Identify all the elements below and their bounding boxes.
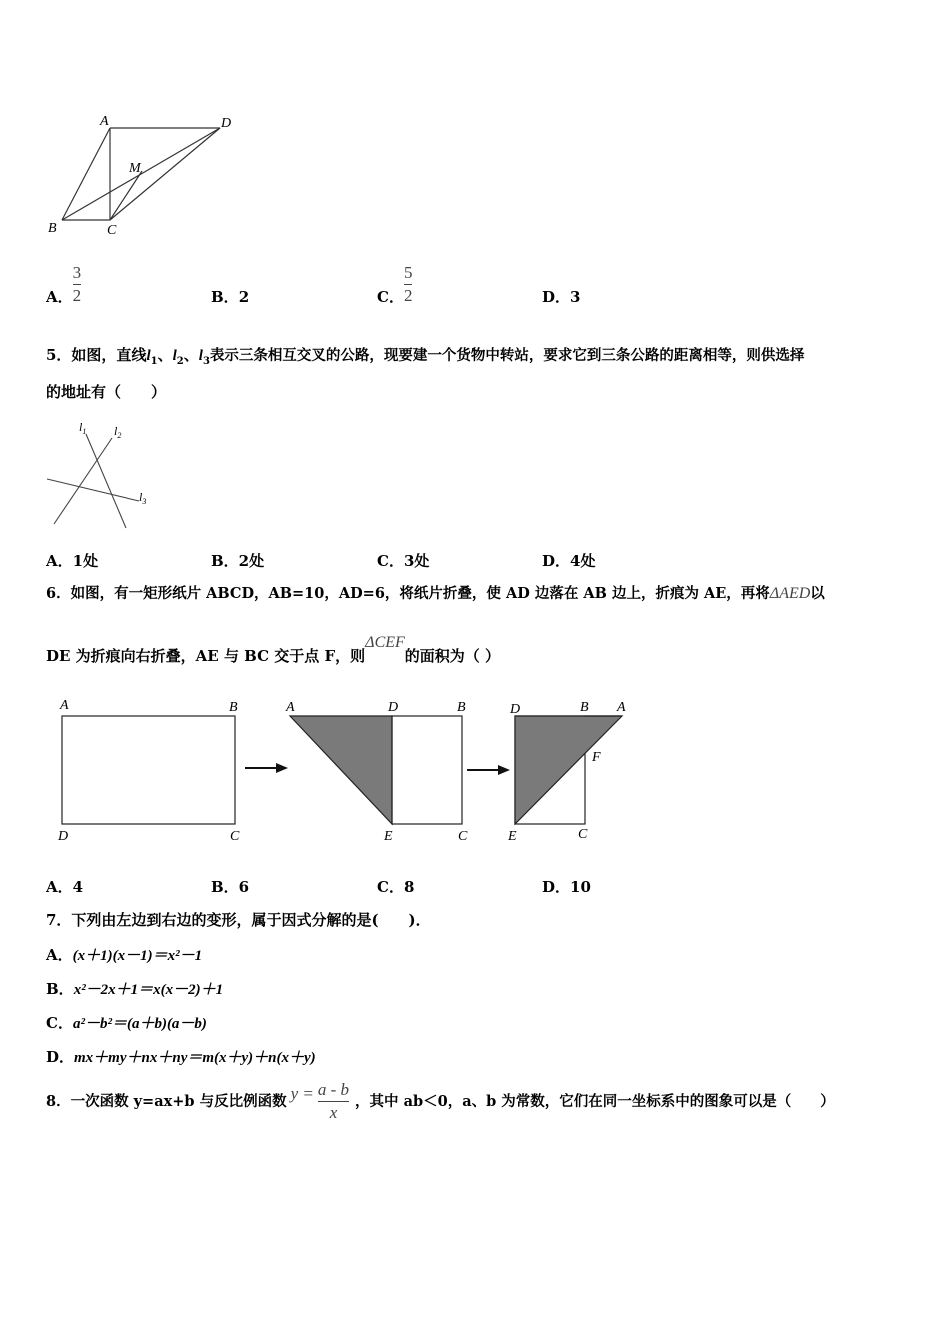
q6-fig3-label-a: A xyxy=(617,700,626,715)
q6-fig2-label-c: C xyxy=(458,829,468,844)
q5-stem-line1 xyxy=(46,345,804,372)
q7-option-c-expression: a²－b²＝(a＋b)(a－b) xyxy=(72,1016,207,1032)
q5-line-l1 xyxy=(86,434,126,528)
q5-option-b[interactable]: B．2处 xyxy=(211,552,265,570)
q4-option-d[interactable] xyxy=(542,286,580,307)
q6-fig3-shaded-triangle xyxy=(515,716,622,824)
q4-option-a-fraction xyxy=(73,263,82,306)
q4-option-c[interactable] xyxy=(377,262,412,307)
fraction-bar xyxy=(404,284,413,285)
q4-option-a[interactable] xyxy=(46,262,81,307)
fraction-bar xyxy=(73,284,82,285)
q5-sep: 、 xyxy=(183,346,199,364)
q6-stem-line1 xyxy=(46,584,825,604)
q6-fig1-label-d: D xyxy=(58,829,69,844)
q5-line-l3 xyxy=(47,479,139,501)
q5-stem-line2: 的地址有（ ） xyxy=(46,383,167,401)
q6-stem-text: 以 xyxy=(810,585,825,602)
q4-option-c-fraction xyxy=(404,263,413,306)
q8-stem xyxy=(46,1080,835,1123)
q6-triangle-cef: ΔCEF xyxy=(365,634,405,651)
q7-option-c-letter: C． xyxy=(46,1014,73,1032)
q6-fig1-rectangle xyxy=(62,716,235,824)
fraction-denominator: 2 xyxy=(72,286,82,305)
q6-fig2-label-d: D xyxy=(388,700,399,715)
q4-figure xyxy=(40,108,250,238)
q7-option-d-letter: D． xyxy=(46,1048,75,1066)
q6-stem-text: 6．如图，有一矩形纸片 ABCD，AB=10，AD=6，将纸片折叠，使 AD 边落在 AB 边上，折痕为 AE，再将 xyxy=(46,585,770,602)
q8-func-fraction xyxy=(318,1080,349,1123)
q5-l1: l xyxy=(146,348,151,364)
q7-option-b-letter: B． xyxy=(46,980,74,998)
q6-stem-line2 xyxy=(46,634,501,667)
q7-option-a-letter: A． xyxy=(46,946,73,964)
q5-label-l3: $l_3$ xyxy=(139,490,147,506)
q4-option-b[interactable] xyxy=(211,286,249,307)
q5-l3: l xyxy=(198,348,203,364)
q6-stem-text: 的面积为（ ） xyxy=(404,647,501,665)
q5-label-l1: $l_1$ xyxy=(79,420,87,436)
q4-segment-cm xyxy=(110,171,142,220)
q8-stem-text: ，其中 ab＜0，a、b 为常数，它们在同一坐标系中的图象可以是（ ） xyxy=(355,1092,835,1110)
q5-l2: l xyxy=(172,348,177,364)
q5-stem-text: 表示三条相互交叉的公路，现要建一个货物中转站，要求它到三条公路的距离相等，则供选择 xyxy=(209,347,805,364)
q5-l2-sub: 2 xyxy=(176,356,184,367)
q4-option-d-text: 3 xyxy=(570,288,581,306)
q7-option-a[interactable] xyxy=(46,944,202,965)
q6-fig3-label-c: C xyxy=(578,827,588,842)
q5-line-l2 xyxy=(54,438,112,524)
q6-fig1-label-c: C xyxy=(230,829,240,844)
q6-fig1-label-a: A xyxy=(60,698,69,713)
q8-stem-text: 8．一次函数 y=ax+b 与反比例函数 xyxy=(46,1092,287,1110)
q4-option-b-text: 2 xyxy=(238,288,250,306)
q7-option-b[interactable] xyxy=(46,978,223,999)
q6-fig3-label-b: B xyxy=(580,700,589,715)
q4-label-c: C xyxy=(107,223,117,238)
q6-option-c[interactable]: C．8 xyxy=(377,878,415,896)
q6-fig2-rectangle xyxy=(392,716,462,824)
fraction-numerator: 3 xyxy=(72,263,82,282)
q5-l3-sub: 3 xyxy=(202,356,210,367)
fraction-bar xyxy=(318,1101,349,1102)
q6-option-d[interactable]: D．10 xyxy=(542,878,591,896)
q5-l1-sub: 1 xyxy=(150,356,158,367)
q7-option-a-expression: (x＋1)(x－1)＝x²－1 xyxy=(72,948,203,964)
fraction-numerator: a - b xyxy=(317,1080,350,1099)
q4-label-d: D xyxy=(221,116,232,131)
q6-figure xyxy=(40,690,640,850)
q5-label-l2: $l_2$ xyxy=(114,424,122,440)
q6-fig2-label-a: A xyxy=(286,700,295,715)
q6-fig2-shaded-triangle xyxy=(290,716,392,824)
q4-label-m: M xyxy=(129,161,141,176)
q7-option-d[interactable] xyxy=(46,1046,316,1067)
q4-option-a-letter: A． xyxy=(46,288,73,306)
q5-figure xyxy=(40,418,160,530)
fraction-numerator: 5 xyxy=(403,263,413,282)
q6-arrow2-head xyxy=(498,765,510,775)
q4-option-d-letter: D． xyxy=(542,288,571,306)
q6-triangle-aed: ΔAED xyxy=(769,585,811,602)
q4-segment-cd xyxy=(110,128,220,220)
q7-option-d-expression: mx＋my＋nx＋ny＝m(x＋y)＋n(x＋y) xyxy=(74,1050,316,1066)
q5-stem-text: 5．如图，直线 xyxy=(46,346,147,364)
q6-option-b[interactable]: B．6 xyxy=(211,878,250,896)
q6-fig2-label-b: B xyxy=(457,700,466,715)
q5-sep: 、 xyxy=(157,346,173,364)
q6-fig3-label-d: D xyxy=(510,702,521,717)
q6-fig3-label-e: E xyxy=(508,829,517,844)
q5-option-c[interactable]: C．3处 xyxy=(377,552,430,570)
q6-fig2-label-e: E xyxy=(384,829,393,844)
fraction-denominator: 2 xyxy=(403,286,413,305)
q5-option-d[interactable]: D．4处 xyxy=(542,552,596,570)
q6-fig1-label-b: B xyxy=(229,700,238,715)
q5-option-a[interactable]: A．1处 xyxy=(46,552,99,570)
q8-func-lhs: y = xyxy=(290,1083,314,1103)
q4-option-b-letter: B． xyxy=(211,288,239,306)
q4-option-c-letter: C． xyxy=(377,288,404,306)
q6-fig3-label-f: F xyxy=(592,750,601,765)
q6-option-a[interactable]: A．4 xyxy=(46,878,84,896)
q4-label-b: B xyxy=(48,221,57,236)
q6-arrow1-head xyxy=(276,763,288,773)
fraction-denominator: x xyxy=(329,1103,338,1122)
q4-label-a: A xyxy=(100,114,109,129)
q7-option-c[interactable] xyxy=(46,1012,207,1033)
q6-stem-text: DE 为折痕向右折叠，AE 与 BC 交于点 F，则 xyxy=(46,647,366,665)
q7-option-b-expression: x²－2x＋1＝x(x－2)＋1 xyxy=(73,982,224,998)
q7-stem: 7．下列由左边到右边的变形，属于因式分解的是( )． xyxy=(46,911,431,929)
